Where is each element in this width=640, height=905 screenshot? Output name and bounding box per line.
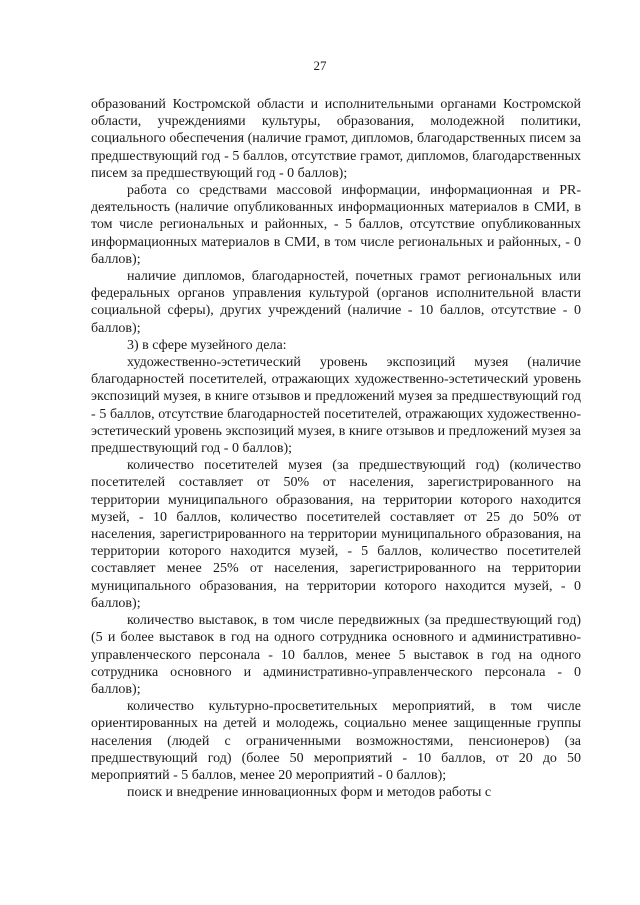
- section-heading: 3) в сфере музейного дела:: [127, 337, 287, 353]
- paragraph: наличие дипломов, благодарностей, почетных грамот региональных или федеральных органов управления культурой (органов исполнительной власти социальной сферы), других учреждений (наличие - 10 баллов, отсутствие - 0 баллов);: [91, 269, 581, 336]
- paragraph: образований Костромской области и исполнительными органами Костромской области, учреждениями культуры, образования, молодежной политики, социального обеспечения (наличие грамот, дипломов, благодарственных писем за предшествующий год - 5 баллов, отсутствие грамот, дипломов, благодарственных писем за предшествующий год - 0 баллов);: [91, 97, 581, 181]
- paragraph: количество посетителей музея (за предшествующий год) (количество посетителей составляет от 50% от населения, зарегистрированного на территории муниципального образования, на территории которого находится музей, - 10 баллов, количество посетителей составляет от 25 до 50% от населения, зарегистрированного на территории муниципального образования, на территории которого находится музей, - 5 баллов, количество посетителей составляет менее 25% от населения, зарегистрированного на территории муниципального образования, на территории которого находится музей, - 0 баллов);: [91, 458, 581, 611]
- paragraph: поиск и внедрение инновационных форм и методов работы с: [127, 785, 492, 801]
- paragraph: количество культурно-просветительных мероприятий, в том числе ориентированных на детей и молодежь, социально менее защищенные группы населения (людей с ограниченными возможностями, пенсионеров) (за предшествующий год) (более 50 мероприятий - 10 баллов, от 20 до 50 мероприятий - 5 баллов, менее 20 мероприятий - 0 баллов);: [91, 699, 581, 783]
- paragraph: художественно-эстетический уровень экспозиций музея (наличие благодарностей посетителей, отражающих художественно-эстетический уровень экспозиций музея, в книге отзывов и предложений музея за предшествующий год - 5 баллов, отсутствие благодарностей посетителей, отражающих художественно-эстетический уровень экспозиций музея, в книге отзывов и предложений музея за предшествующий год - 0 баллов);: [91, 355, 581, 457]
- paragraph: количество выставок, в том числе передвижных (за предшествующий год) (5 и более выставок в год на одного сотрудника основного и административно-управленческого персонала - 10 баллов, менее 5 выставок в год на одного сотрудника основного и административно-управленческого персонала - 0 баллов);: [91, 613, 581, 697]
- page-number: 27: [313, 58, 327, 73]
- paragraph: работа со средствами массовой информации, информационная и PR-деятельность (наличие опубликованных информационных материалов в СМИ, в том числе региональных и районных, - 5 баллов, отсутствие опубликованных информационных материалов в СМИ, в том числе региональных и районных, - 0 баллов);: [91, 183, 581, 267]
- document-body: [91, 96, 581, 801]
